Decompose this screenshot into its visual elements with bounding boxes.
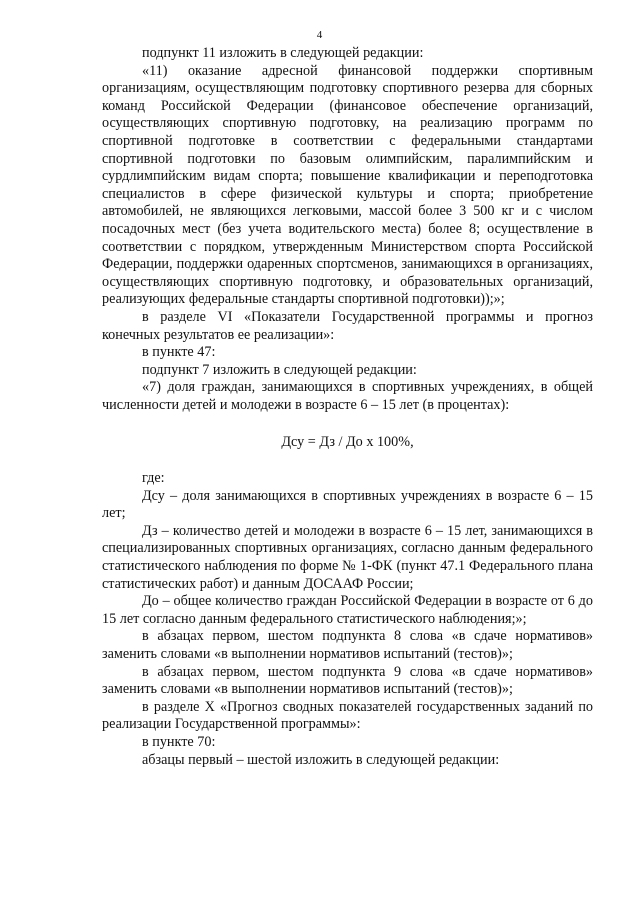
paragraph-point-47: в пункте 47: — [142, 344, 216, 361]
paragraph-subpoint-11-text: «11) оказание адресной финансовой поддержки спортивным организациям, осуществляющим подготовку спортивного резерва для сборных команд Российской Федерации (финансовое обеспечение организаций, осуществляющих спортивную подготовку, на реализацию программ по спортивной подготовке в соответствии с федеральными стандартами спортивной подготовки по базовым олимпийским, паралимпийским и сурдлимпийским видам спорта; повышение квалификации и переподготовка специалистов в сфере физической культуры и спорта; приобретение автомобилей, не являющихся легковыми, массой более 3 500 кг и с числом посадочных мест (без учета водительского места) более 8; осуществление в соответствии с порядком, утвержденным Министерством спорта Российской Федерации, поддержки одаренных спортсменов, занимающихся в организациях, осуществляющих спортивную подготовку, и образовательных организаций, реализующих федеральные стандарты спортивной подготовки));»; — [102, 62, 593, 308]
page-number: 4 — [316, 29, 323, 41]
paragraph-abzacy: абзацы первый – шестой изложить в следующей редакции: — [142, 751, 500, 768]
document-body — [102, 45, 593, 769]
paragraph-subpoint-9: в абзацах первом, шестом подпункта 9 слова «в сдаче нормативов» заменить словами «в выполнении нормативов испытаний (тестов)»; — [102, 663, 593, 698]
paragraph-subpoint-8: в абзацах первом, шестом подпункта 8 слова «в сдаче нормативов» заменить словами «в выполнении нормативов испытаний (тестов)»; — [102, 628, 593, 662]
paragraph-subpoint-11-intro: подпункт 11 изложить в следующей редакции: — [142, 45, 424, 61]
definition-dsu: Дсу – доля занимающихся в спортивных учреждениях в возрасте 6 – 15 лет; — [102, 487, 593, 522]
definition-do: До – общее количество граждан Российской Федерации в возрасте от 6 до 15 лет согласно данным федерального статистического наблюдения;»; — [102, 593, 593, 627]
definition-dz: Дз – количество детей и молодежи в возрасте 6 – 15 лет, занимающихся в специализированных спортивных организациях, согласно данным федерального статистического наблюдения по форме № 1-ФК (пункт 47.1 Федерального плана статистических работ) и данным ДОСААФ России; — [102, 522, 593, 592]
paragraph-subpoint-7-intro: подпункт 7 изложить в следующей редакции: — [142, 361, 417, 378]
paragraph-point-70: в пункте 70: — [142, 733, 216, 750]
formula: Дсу = Дз / До х 100%, — [281, 434, 414, 451]
paragraph-section-x: в разделе X «Прогноз сводных показателей государственных заданий по реализации Государственной программы»: — [102, 698, 593, 733]
paragraph-where: где: — [142, 470, 165, 487]
paragraph-section-vi: в разделе VI «Показатели Государственной программы и прогноз конечных результатов ее реализации»: — [102, 308, 593, 343]
paragraph-subpoint-7-text: «7) доля граждан, занимающихся в спортивных учреждениях, в общей численности детей и молодежи в возрасте 6 – 15 лет (в процентах): — [102, 379, 593, 413]
